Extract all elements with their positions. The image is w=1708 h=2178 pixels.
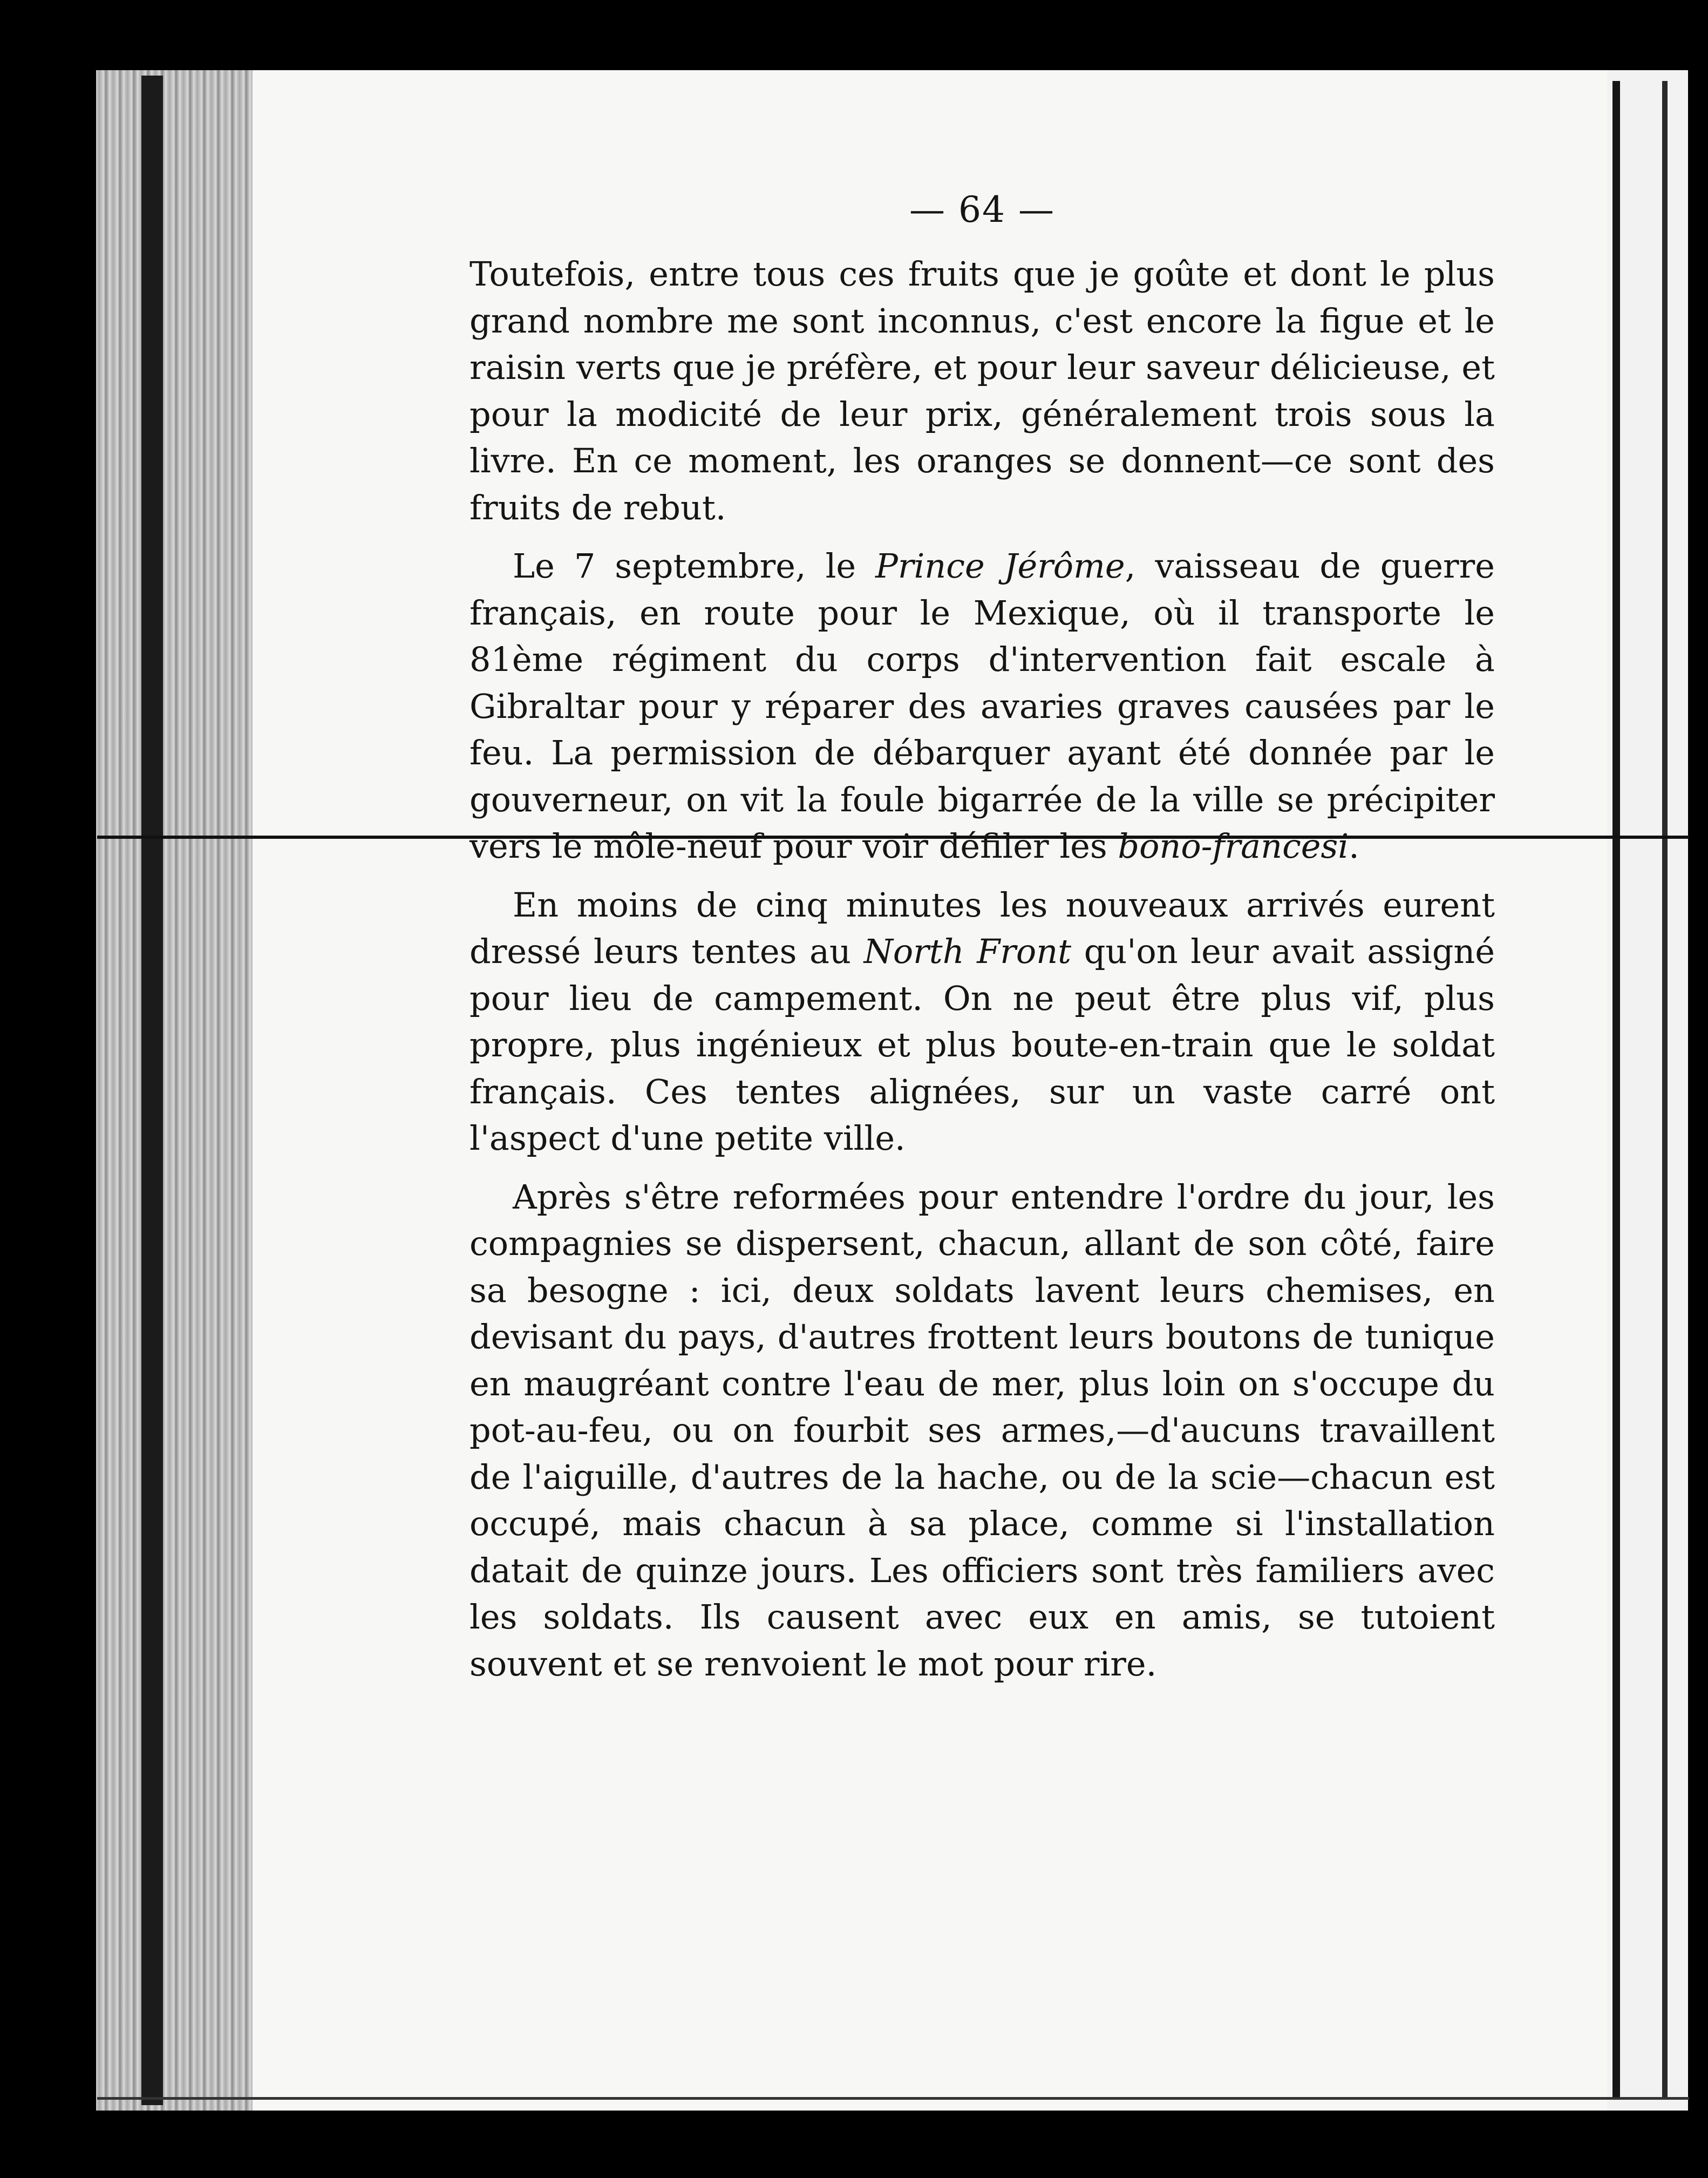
- paragraph-prince-jerome: [469, 543, 1495, 870]
- paragraph-text: Après s'être reformées pour entendre l'ordre du jour, les compagnies se dispersent, chacun, allant de son côté, faire sa besogne : ici, deux soldats lavent leurs chemises, en devisant du pays, d'autres frottent leurs boutons de tunique en maugréant contre l'eau de mer, plus loin on s'occupe du pot-au-feu, ou on fourbit ses armes,—d'aucuns travaillent de l'aiguille, d'autres de la hache, ou de la scie—chacun est occupé, mais chacun à sa place, comme si l'installation datait de quinze jours. Les officiers sont très familiers avec les soldats. Ils causent avec eux en amis, se tutoient souvent et se renvoient le mot pour rire.: [469, 1177, 1495, 1684]
- italic-term: bono-francesi: [1118, 826, 1349, 866]
- paragraph-text: .: [1349, 826, 1359, 866]
- paragraph-fruits: [469, 251, 1495, 531]
- paragraph-text: qu'on leur avait assigné pour lieu de campement. On ne peut être plus vif, plus propre, plus ingénieux et plus boute-en-train que le soldat français. Ces tentes alignées, sur un vaste carré ont l'aspect d'une petite ville.: [469, 932, 1495, 1158]
- ship-name: Prince Jérôme: [875, 546, 1125, 586]
- paragraph-text: , vaisseau de guerre français, en route pour le Mexique, où il transporte le 81ème régiment du corps d'intervention fait escale à Gibraltar pour y réparer des avaries graves causées par le feu. La permission de débarquer ayant été donnée par le gouverneur, on vit la foule bigarrée de la ville se précipiter vers le môle-neuf pour voir défiler les: [469, 546, 1495, 866]
- right-border-line: [1612, 81, 1620, 2100]
- bottom-border-line: [97, 2097, 1689, 2100]
- right-outer-border-line: [1662, 81, 1668, 2100]
- page-number: — 64 —: [909, 189, 1055, 230]
- paragraph-text: Toutefois, entre tous ces fruits que je goûte et dont le plus grand nombre me sont inconnus, c'est encore la figue et le raisin verts que je préfère, et pour leur saveur délicieuse, et pour la modicité de leur prix, généralement trois sous la livre. En ce moment, les oranges se donnent—ce sont des fruits de rebut.: [469, 254, 1495, 527]
- left-border-line: [141, 76, 163, 2105]
- book-binding-edge: [96, 70, 253, 2111]
- paragraph-tents: [469, 882, 1495, 1162]
- paragraph-text: Le 7 septembre, le: [513, 546, 876, 586]
- place-name: North Front: [863, 932, 1072, 971]
- paragraph-text: En moins de cinq minutes les nouveaux arrivés eurent dressé leurs tentes au: [469, 885, 1495, 971]
- page-text-block: [469, 189, 1495, 1699]
- paragraph-companies: [469, 1174, 1495, 1688]
